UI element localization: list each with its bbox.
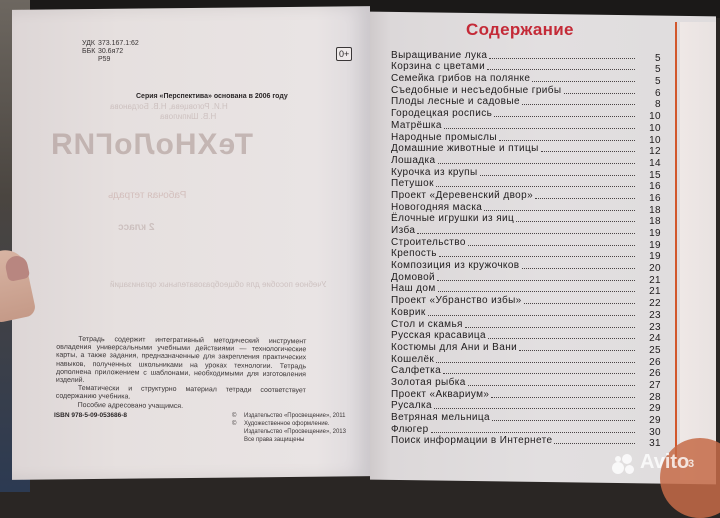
toc-entry <box>391 318 661 333</box>
toc-entry <box>391 61 661 76</box>
toc-leader-dots <box>417 232 635 234</box>
copyright-line: Художественное оформление. <box>244 421 330 427</box>
toc-leader-dots <box>437 279 635 281</box>
toc-entry-title: Ёлочные игрушки из яиц <box>391 213 515 225</box>
description-paragraph: Пособие адресовано учащимся. <box>77 401 184 410</box>
page-margin-strip <box>680 22 716 480</box>
table-of-contents <box>391 49 661 450</box>
toc-entry-page: 12 <box>649 146 661 158</box>
bbk-label: ББК <box>82 48 96 55</box>
toc-entry-title: Петушок <box>391 178 434 190</box>
toc-leader-dots <box>489 57 635 59</box>
ghost-cover-grade: 2 класс <box>118 222 155 233</box>
red-margin-line <box>675 22 677 462</box>
toc-leader-dots <box>554 442 635 444</box>
toc-entry <box>391 84 661 99</box>
toc-entry <box>391 341 661 356</box>
toc-entry-page: 26 <box>649 356 661 368</box>
toc-leader-dots <box>491 396 635 398</box>
toc-entry <box>391 411 661 426</box>
toc-leader-dots <box>488 337 635 339</box>
toc-leader-dots <box>487 68 635 70</box>
toc-leader-dots <box>480 174 635 176</box>
toc-entry <box>391 201 661 216</box>
toc-leader-dots <box>522 103 635 105</box>
toc-entry-title: Домовой <box>391 271 436 283</box>
toc-leader-dots <box>484 209 635 211</box>
toc-entry <box>391 306 661 321</box>
toc-entry-title: Лошадка <box>391 154 436 166</box>
toc-leader-dots <box>436 361 635 363</box>
catalog-codes <box>82 40 139 64</box>
toc-entry <box>391 294 661 310</box>
toc-entry <box>391 330 661 345</box>
toc-entry-title: Проект «Аквариум» <box>391 388 490 400</box>
copyright-block <box>232 412 346 444</box>
toc-entry <box>391 388 661 403</box>
ghost-authors-line1: Н.И. Роговцева, Н.В. Богданова <box>110 102 228 111</box>
age-rating-badge: 0+ <box>336 47 352 61</box>
toc-entry-title: Домашние животные и птицы <box>391 143 539 155</box>
toc-leader-dots <box>522 267 636 269</box>
toc-entry-title: Курочка из крупы <box>391 166 478 178</box>
toc-entry-page: 19 <box>649 228 661 239</box>
toc-entry-page: 10 <box>649 122 661 134</box>
toc-leader-dots <box>535 197 635 199</box>
toc-entry-page: 18 <box>649 204 661 216</box>
toc-leader-dots <box>541 150 635 152</box>
toc-entry-title: Семейка грибов на полянке <box>391 73 531 85</box>
copyright-symbol: © <box>232 413 237 419</box>
toc-entry-title: Ветряная мельница <box>391 412 490 423</box>
toc-leader-dots <box>524 302 635 304</box>
toc-entry-title: Плоды лесные и садовые <box>391 96 520 108</box>
toc-entry <box>391 189 661 204</box>
toc-leader-dots <box>492 419 635 421</box>
toc-entry-title: Матрёшка <box>391 119 442 131</box>
toc-entry <box>391 107 661 123</box>
toc-entry-title: Проект «Деревенский двор» <box>391 189 534 201</box>
toc-entry-title: Костюмы для Ани и Вани <box>391 341 518 353</box>
toc-entry <box>391 271 661 286</box>
toc-entry <box>391 49 661 64</box>
toc-leader-dots <box>439 255 635 257</box>
toc-entry <box>391 236 661 251</box>
series-line: Серия «Перспектива» основана в 2006 году <box>136 93 288 100</box>
toc-entry-page: 16 <box>649 181 661 193</box>
toc-entry-page: 18 <box>649 216 661 228</box>
toc-leader-dots <box>564 92 635 94</box>
ghost-cover-title: ТеХНоЛоГИЯ <box>50 128 254 161</box>
toc-entry-page: 8 <box>655 99 661 111</box>
toc-entry <box>391 178 661 193</box>
copyright-line: Издательство «Просвещение», 2011 <box>244 413 346 419</box>
copyright-symbol: © <box>232 421 237 427</box>
toc-entry-title: Съедобные и несъедобные грибы <box>391 84 562 96</box>
toc-entry-page: 23 <box>649 309 661 321</box>
toc-entry-title: Городецкая роспись <box>391 108 493 120</box>
toc-leader-dots <box>431 431 635 433</box>
toc-entry <box>391 259 661 275</box>
toc-entry-page: 26 <box>649 368 661 380</box>
toc-leader-dots <box>468 384 635 386</box>
toc-leader-dots <box>434 407 635 409</box>
page-number: 3 <box>688 458 695 470</box>
toc-entry-page: 6 <box>655 87 661 99</box>
toc-entry <box>391 400 661 415</box>
toc-entry <box>391 365 661 380</box>
toc-entry-title: Корзина с цветами <box>391 61 486 73</box>
toc-entry <box>391 353 661 368</box>
toc-title: Содержание <box>466 20 574 39</box>
copyright-line: Издательство «Просвещение», 2013 <box>244 429 346 435</box>
toc-entry-page: 19 <box>649 251 661 263</box>
toc-entry-title: Русская красавица <box>391 330 486 342</box>
toc-entry <box>391 435 661 450</box>
toc-entry-title: Наш дом <box>391 283 436 295</box>
toc-leader-dots <box>428 314 635 316</box>
toc-leader-dots <box>494 115 635 117</box>
toc-entry-title: Кошелёк <box>391 353 435 365</box>
toc-entry-page: 31 <box>649 438 661 450</box>
toc-entry <box>391 376 661 391</box>
toc-entry-title: Композиция из кружочков <box>391 260 520 272</box>
toc-entry-page: 20 <box>649 263 661 275</box>
ghost-cover-subtitle: Рабочая тетрадь <box>108 190 187 201</box>
toc-entry-page: 15 <box>649 169 661 181</box>
toc-entry <box>391 131 661 146</box>
udk-value: 373.167.1:62 <box>97 40 139 47</box>
toc-entry <box>391 72 661 88</box>
toc-leader-dots <box>438 290 635 292</box>
toc-entry <box>391 248 661 263</box>
description-paragraph: Тетрадь содержит интегративный методический инструмент овладения универсальными учебными действиями — технологические карты, а также задания, предназначенные для закрепления практических навыков, полученных школьниками на уроках технологии. Тетрадь дополнена приложением с шаблонами, необходимыми для изготовления изделий. <box>55 335 307 385</box>
toc-entry <box>391 224 661 239</box>
toc-leader-dots <box>499 139 635 141</box>
toc-entry-page: 10 <box>649 111 661 123</box>
toc-entry <box>391 154 661 169</box>
book-description <box>56 336 307 412</box>
toc-entry-title: Проект «Убранство избы» <box>391 295 522 307</box>
toc-entry-page: 14 <box>649 157 661 169</box>
toc-entry-title: Изба <box>391 225 416 236</box>
toc-entry <box>391 143 661 158</box>
toc-entry-page: 25 <box>649 344 661 356</box>
avito-logo-icon <box>612 454 638 476</box>
toc-leader-dots <box>436 185 635 187</box>
toc-entry-page: 21 <box>649 274 661 286</box>
toc-entry <box>391 283 661 298</box>
toc-leader-dots <box>468 244 635 246</box>
toc-leader-dots <box>516 220 635 222</box>
toc-entry-page: 27 <box>649 379 661 391</box>
toc-entry-page: 16 <box>649 192 661 204</box>
toc-leader-dots <box>443 372 635 374</box>
toc-leader-dots <box>532 80 635 82</box>
isbn: ISBN 978-5-09-053686-8 <box>54 412 127 419</box>
toc-entry-page: 5 <box>655 52 661 64</box>
toc-entry <box>391 423 661 438</box>
toc-entry <box>391 96 661 111</box>
toc-entry-page: 5 <box>655 76 661 88</box>
author-code: Р59 <box>97 56 111 63</box>
toc-leader-dots <box>465 326 635 328</box>
toc-entry-title: Новогодняя маска <box>391 201 483 213</box>
toc-entry-title: Салфетка <box>391 365 442 377</box>
toc-entry-title: Коврик <box>391 306 426 318</box>
toc-leader-dots <box>438 162 636 164</box>
toc-entry-page: 28 <box>649 391 661 403</box>
toc-entry <box>391 213 661 228</box>
copyright-line: Все права защищены <box>244 437 305 443</box>
watermark: Avito <box>640 451 690 473</box>
toc-entry-page: 29 <box>649 403 661 415</box>
toc-entry-page: 30 <box>649 426 661 438</box>
bbk-value: 30.6я72 <box>97 48 124 55</box>
description-paragraph: Тематически и структурно материал тетради соответствует содержанию учебника. <box>55 385 306 401</box>
toc-entry-title: Поиск информации в Интернете <box>391 435 553 447</box>
toc-entry-title: Строительство <box>391 236 466 248</box>
udk-label: УДК <box>82 40 95 47</box>
toc-entry-page: 10 <box>649 134 661 146</box>
toc-entry-title: Золотая рыбка <box>391 376 466 388</box>
toc-entry-page: 21 <box>649 286 661 298</box>
toc-entry <box>391 166 661 181</box>
toc-entry-page: 19 <box>649 239 661 251</box>
toc-entry-page: 29 <box>649 415 661 426</box>
ghost-cover-note: Учебное пособие для общеобразовательных организаций <box>110 280 327 289</box>
toc-entry-page: 22 <box>649 298 661 310</box>
toc-entry-title: Народные промыслы <box>391 131 497 143</box>
toc-entry-title: Стол и скамья <box>391 318 463 330</box>
toc-leader-dots <box>444 127 635 129</box>
toc-entry <box>391 119 661 134</box>
toc-entry-title: Выращивание лука <box>391 49 488 61</box>
toc-leader-dots <box>519 349 635 351</box>
toc-entry-title: Крепость <box>391 248 437 260</box>
toc-entry-page: 23 <box>649 321 661 333</box>
toc-entry-title: Флюгер <box>391 423 429 435</box>
toc-entry-page: 24 <box>649 333 661 345</box>
toc-entry-page: 5 <box>655 64 661 76</box>
toc-entry-title: Русалка <box>391 400 432 412</box>
ghost-authors-line2: Н.В. Шипилова <box>160 112 217 121</box>
